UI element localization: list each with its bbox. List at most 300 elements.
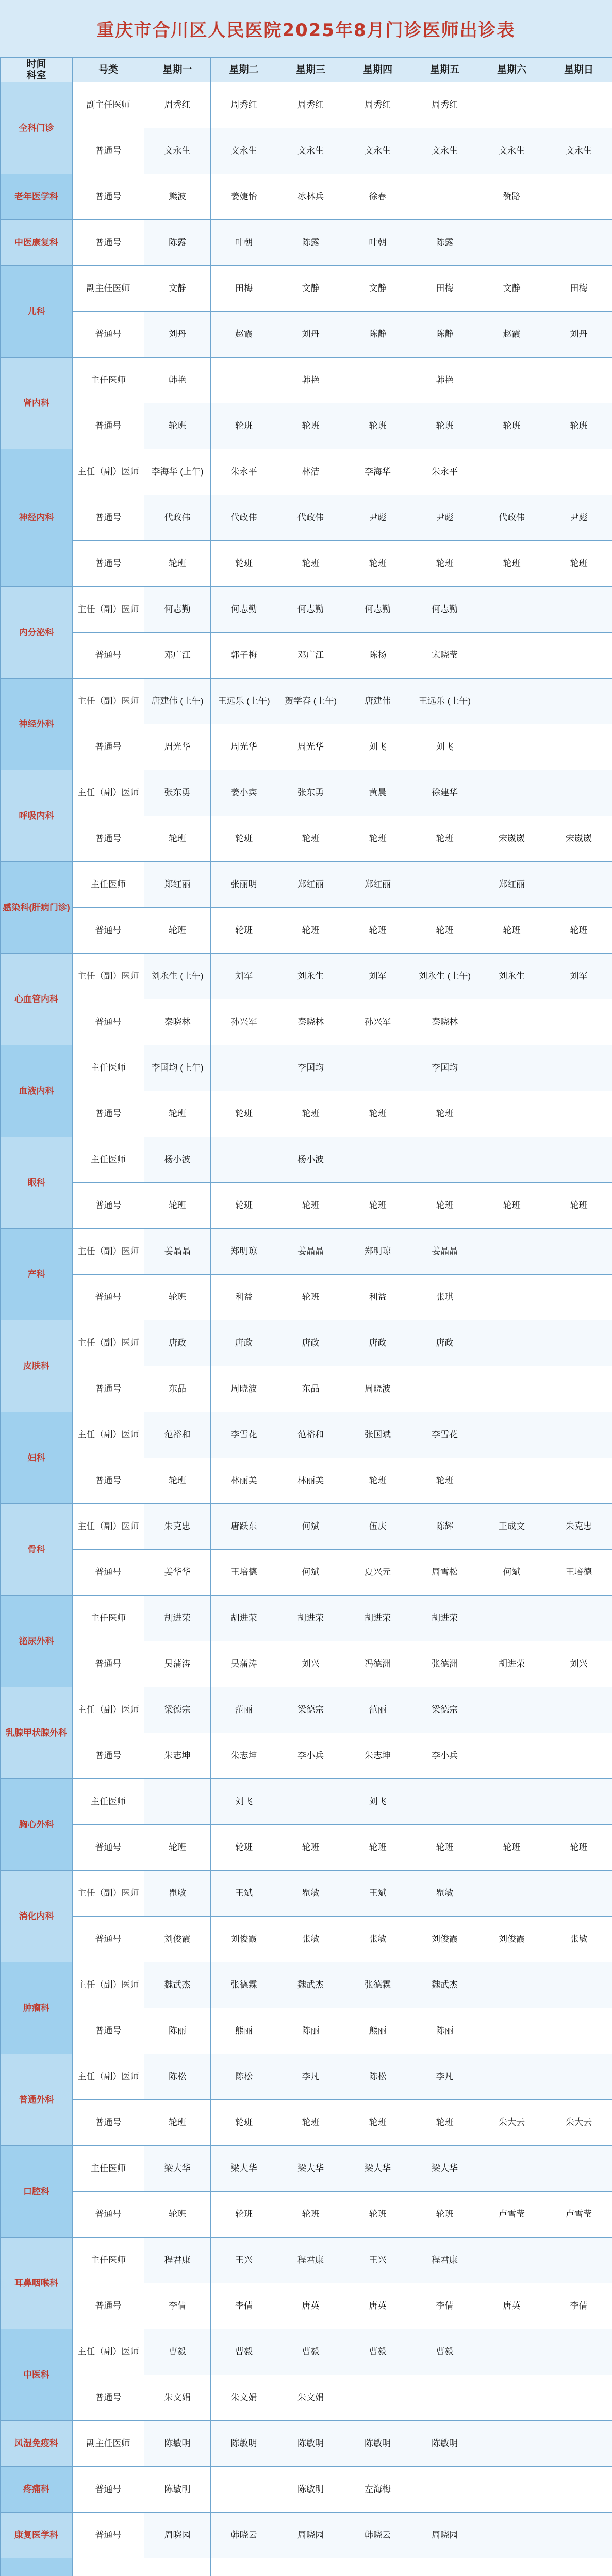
schedule-row: [1, 1183, 612, 1229]
schedule-row: [1, 1275, 612, 1320]
department-name: 胸心外科: [1, 1779, 73, 1871]
schedule-body: [1, 82, 612, 2576]
header-day: 星期四: [344, 58, 411, 82]
doctor-title: 普通号: [73, 220, 144, 266]
schedule-cell: 轮班: [545, 908, 612, 954]
schedule-cell: 轮班: [344, 1458, 411, 1504]
schedule-row: [1, 1962, 612, 2008]
doctor-title: 普通号: [73, 999, 144, 1045]
schedule-cell: 何斌: [478, 1550, 545, 1596]
schedule-cell: 宋崴崴: [545, 816, 612, 862]
schedule-cell: 轮班: [411, 1458, 478, 1504]
doctor-title: 主任（副）医师: [73, 2054, 144, 2100]
schedule-cell: 曹毅: [144, 2329, 211, 2375]
schedule-cell: 冰林兵: [277, 174, 344, 220]
department-name: 感染科(肝病门诊): [1, 862, 73, 954]
schedule-cell: [478, 1687, 545, 1733]
schedule-row: [1, 1137, 612, 1183]
schedule-cell: 轮班: [478, 1825, 545, 1871]
schedule-cell: [478, 2375, 545, 2421]
schedule-cell: [478, 2238, 545, 2283]
schedule-cell: 韩艳: [277, 358, 344, 403]
schedule-cell: 陈丽: [411, 2008, 478, 2054]
schedule-cell: 文永生: [478, 128, 545, 174]
schedule-cell: [478, 220, 545, 266]
schedule-cell: [344, 2375, 411, 2421]
doctor-title: 普通号: [73, 633, 144, 679]
header-day: 星期五: [411, 58, 478, 82]
schedule-cell: 秦晓林: [144, 999, 211, 1045]
schedule-cell: 轮班: [277, 2192, 344, 2238]
schedule-cell: 姜晶晶: [411, 1229, 478, 1275]
header-corner-title: 号类: [73, 58, 144, 82]
schedule-cell: 徐春: [344, 174, 411, 220]
doctor-title: 主任（副）医师: [73, 2329, 144, 2375]
schedule-cell: 刘兴: [277, 1641, 344, 1687]
schedule-cell: 唐政: [411, 1320, 478, 1366]
schedule-row: [1, 2238, 612, 2283]
schedule-cell: 轮班: [144, 908, 211, 954]
schedule-row: [1, 1320, 612, 1366]
schedule-cell: 曹毅: [211, 2329, 277, 2375]
schedule-cell: 胡进荣: [478, 1641, 545, 1687]
schedule-cell: 轮班: [478, 541, 545, 587]
schedule-cell: 张国斌: [344, 1412, 411, 1458]
schedule-cell: 轮班: [144, 1825, 211, 1871]
schedule-cell: 范裕和: [144, 1412, 211, 1458]
schedule-cell: 陈敏明: [211, 2421, 277, 2467]
schedule-cell: [478, 1458, 545, 1504]
schedule-cell: 韩艳: [411, 358, 478, 403]
doctor-title: 普通号: [73, 2467, 144, 2513]
schedule-cell: 林洁: [277, 449, 344, 495]
schedule-row: [1, 2467, 612, 2513]
department-name: 风湿免疫科: [1, 2421, 73, 2467]
schedule-cell: 姜小宾: [211, 770, 277, 816]
schedule-cell: 李倩: [411, 2283, 478, 2329]
schedule-row: [1, 770, 612, 816]
schedule-cell: [478, 1779, 545, 1825]
department-name: 神经内科: [1, 449, 73, 587]
schedule-cell: [411, 2375, 478, 2421]
doctor-title: 主任（副）医师: [73, 1320, 144, 1366]
schedule-cell: 李小兵: [277, 1733, 344, 1779]
doctor-title: 普通号: [73, 1550, 144, 1596]
doctor-title: 普通号: [73, 1458, 144, 1504]
department-name: 口腔科: [1, 2146, 73, 2238]
schedule-cell: [545, 358, 612, 403]
schedule-cell: 周秀红: [211, 82, 277, 128]
doctor-title: 副主任医师: [73, 266, 144, 312]
schedule-cell: 张敏: [344, 1917, 411, 1962]
schedule-row: [1, 1366, 612, 1412]
schedule-cell: 文永生: [144, 128, 211, 174]
schedule-cell: 朱志坤: [144, 1733, 211, 1779]
doctor-title: 普通号: [73, 495, 144, 541]
schedule-cell: [545, 2146, 612, 2192]
schedule-cell: 胡进荣: [211, 1596, 277, 1641]
schedule-cell: [478, 358, 545, 403]
schedule-cell: [545, 220, 612, 266]
schedule-cell: [545, 1275, 612, 1320]
schedule-cell: 尹彪: [545, 495, 612, 541]
schedule-cell: 刘永生 (上午): [411, 954, 478, 999]
schedule-cell: 轮班: [344, 1825, 411, 1871]
schedule-cell: [545, 2008, 612, 2054]
schedule-cell: 轮班: [211, 1825, 277, 1871]
department-name: 儿科: [1, 266, 73, 358]
schedule-cell: 赵霞: [211, 312, 277, 358]
schedule-row: [1, 1229, 612, 1275]
schedule-cell: [545, 2421, 612, 2467]
schedule-cell: 周晓波: [344, 1366, 411, 1412]
department-name: 骨科: [1, 1504, 73, 1596]
schedule-cell: 瞿敏: [144, 1871, 211, 1917]
schedule-cell: 陈静: [344, 312, 411, 358]
schedule-cell: [211, 1045, 277, 1091]
schedule-cell: 刘丹: [277, 312, 344, 358]
schedule-cell: 刘俊霞: [478, 1917, 545, 1962]
schedule-cell: [478, 724, 545, 770]
schedule-cell: 周晓园: [411, 2513, 478, 2558]
schedule-cell: 轮班: [411, 816, 478, 862]
schedule-cell: 轮班: [545, 1825, 612, 1871]
schedule-cell: 梁大华: [344, 2146, 411, 2192]
schedule-cell: 轮班: [411, 1825, 478, 1871]
schedule-cell: 王斌: [211, 1871, 277, 1917]
schedule-cell: [277, 1779, 344, 1825]
schedule-cell: 宋崴崴: [478, 816, 545, 862]
schedule-cell: 张琪: [411, 1275, 478, 1320]
doctor-title: 主任医师: [73, 1596, 144, 1641]
doctor-title: 普通号: [73, 2283, 144, 2329]
doctor-title: 主任（副）医师: [73, 1412, 144, 1458]
schedule-cell: 轮班: [144, 816, 211, 862]
schedule-cell: 杨小波: [144, 1137, 211, 1183]
schedule-cell: 轮班: [277, 541, 344, 587]
schedule-cell: [478, 1412, 545, 1458]
schedule-cell: [411, 1779, 478, 1825]
doctor-title: 普通号: [73, 2513, 144, 2558]
schedule-cell: 轮班: [211, 403, 277, 449]
schedule-row: [1, 1687, 612, 1733]
schedule-row: [1, 1550, 612, 1596]
schedule-cell: 李国均: [277, 1045, 344, 1091]
schedule-cell: [478, 2513, 545, 2558]
schedule-cell: 朱文娟: [211, 2375, 277, 2421]
schedule-cell: 轮班: [545, 541, 612, 587]
schedule-cell: [545, 1412, 612, 1458]
schedule-cell: 何志勤: [277, 587, 344, 633]
department-name: 眼科: [1, 1137, 73, 1229]
schedule-cell: [211, 1137, 277, 1183]
schedule-cell: 轮班: [211, 816, 277, 862]
header-day: 星期二: [211, 58, 277, 82]
schedule-cell: 陈丽: [277, 2008, 344, 2054]
schedule-row: [1, 1825, 612, 1871]
schedule-cell: 曹毅: [344, 2329, 411, 2375]
schedule-cell: 陈敏明: [144, 2467, 211, 2513]
schedule-cell: 张丽明: [211, 862, 277, 908]
schedule-row: [1, 2329, 612, 2375]
schedule-cell: [545, 1091, 612, 1137]
schedule-cell: 刘永生: [478, 954, 545, 999]
schedule-cell: 周晓园: [144, 2513, 211, 2558]
schedule-cell: [344, 358, 411, 403]
schedule-cell: 胡进荣: [411, 1596, 478, 1641]
schedule-cell: 张德霖: [211, 1962, 277, 2008]
schedule-row: [1, 2192, 612, 2238]
schedule-cell: [545, 2467, 612, 2513]
schedule-cell: 周晓波: [211, 1366, 277, 1412]
schedule-cell: 郑红丽: [344, 862, 411, 908]
department-name: 全科门诊: [1, 82, 73, 174]
schedule-cell: 轮班: [144, 1183, 211, 1229]
schedule-cell: 郑红丽: [478, 862, 545, 908]
schedule-cell: 何志勤: [344, 587, 411, 633]
department-name: 耳鼻咽喉科: [1, 2238, 73, 2329]
schedule-row: [1, 1871, 612, 1917]
schedule-cell: 刘丹: [144, 312, 211, 358]
schedule-row: [1, 862, 612, 908]
schedule-cell: 叶朝: [211, 220, 277, 266]
schedule-cell: 王兴: [344, 2238, 411, 2283]
schedule-cell: 郑红丽: [144, 862, 211, 908]
schedule-cell: 刘永生 (上午): [144, 954, 211, 999]
schedule-cell: 轮班: [478, 1183, 545, 1229]
schedule-cell: 张敏: [545, 1917, 612, 1962]
schedule-cell: 伍庆: [344, 1504, 411, 1550]
schedule-cell: 熊丽: [211, 2008, 277, 2054]
schedule-cell: 魏武杰: [411, 1962, 478, 2008]
schedule-cell: 吴蒲涛: [211, 1641, 277, 1687]
schedule-row: [1, 999, 612, 1045]
schedule-cell: 邓广江: [144, 633, 211, 679]
header-row: [1, 58, 612, 82]
schedule-cell: 李海华 (上午): [144, 449, 211, 495]
schedule-cell: [144, 1779, 211, 1825]
schedule-cell: [478, 1962, 545, 2008]
schedule-cell: 尹彪: [411, 495, 478, 541]
schedule-cell: 李小兵: [411, 1733, 478, 1779]
schedule-cell: 曹毅: [411, 2329, 478, 2375]
schedule-cell: 范裕和: [277, 1412, 344, 1458]
schedule-cell: [545, 724, 612, 770]
schedule-cell: 轮班: [144, 1458, 211, 1504]
schedule-row: [1, 1045, 612, 1091]
schedule-row: [1, 358, 612, 403]
schedule-cell: 周光华: [211, 724, 277, 770]
schedule-cell: 梁德宗: [144, 1687, 211, 1733]
doctor-title: 普通号: [73, 1091, 144, 1137]
schedule-cell: 轮班: [344, 908, 411, 954]
schedule-cell: 朱克忠: [144, 1504, 211, 1550]
schedule-cell: 何斌: [277, 1550, 344, 1596]
schedule-cell: [344, 1137, 411, 1183]
schedule-cell: 轮班: [411, 1183, 478, 1229]
schedule-cell: 林丽美: [277, 1458, 344, 1504]
schedule-cell: 轮班: [211, 2100, 277, 2146]
doctor-title: 主任（副）医师: [73, 1871, 144, 1917]
header-day: 星期日: [545, 58, 612, 82]
doctor-title: 主任医师: [73, 2146, 144, 2192]
schedule-row: [1, 1458, 612, 1504]
schedule-cell: [545, 862, 612, 908]
doctor-title: 普通号: [73, 2008, 144, 2054]
schedule-cell: [478, 2558, 545, 2576]
doctor-title: 主任医师: [73, 1045, 144, 1091]
schedule-row: [1, 1504, 612, 1550]
schedule-cell: 王斌: [344, 1871, 411, 1917]
schedule-cell: [478, 587, 545, 633]
schedule-cell: [411, 1366, 478, 1412]
schedule-cell: 利益: [344, 1275, 411, 1320]
schedule-cell: 郑红丽: [277, 862, 344, 908]
schedule-cell: 轮班: [277, 2100, 344, 2146]
schedule-cell: 左海梅: [344, 2467, 411, 2513]
doctor-title: 普通号: [73, 2375, 144, 2421]
schedule-cell: 韩晓云: [211, 2513, 277, 2558]
schedule-cell: 陈敏明: [344, 2421, 411, 2467]
doctor-title: 副主任医师: [73, 82, 144, 128]
schedule-cell: 轮班: [411, 2192, 478, 2238]
schedule-cell: 陈露: [144, 220, 211, 266]
schedule-cell: [478, 633, 545, 679]
schedule-row: [1, 679, 612, 724]
schedule-cell: 文永生: [545, 128, 612, 174]
schedule-cell: [545, 1871, 612, 1917]
schedule-cell: 唐建伟: [344, 679, 411, 724]
schedule-cell: [211, 2558, 277, 2576]
doctor-title: 普通号: [73, 1641, 144, 1687]
doctor-title: 普通号: [73, 1825, 144, 1871]
schedule-cell: 刘飞: [344, 724, 411, 770]
schedule-cell: 林丽美: [211, 1458, 277, 1504]
schedule-cell: 王兴: [211, 2238, 277, 2283]
doctor-title: 普通号: [73, 128, 144, 174]
schedule-cell: 轮班: [411, 403, 478, 449]
schedule-cell: 轮班: [545, 403, 612, 449]
schedule-row: [1, 816, 612, 862]
schedule-cell: 梁大华: [277, 2146, 344, 2192]
schedule-cell: 孙兴军: [211, 999, 277, 1045]
schedule-cell: 王培德: [545, 1550, 612, 1596]
schedule-cell: 刘飞: [411, 724, 478, 770]
doctor-title: 普通号: [73, 1733, 144, 1779]
schedule-cell: [545, 2513, 612, 2558]
schedule-cell: 轮班: [277, 816, 344, 862]
schedule-cell: 轮班: [344, 816, 411, 862]
schedule-cell: 陈扬: [344, 633, 411, 679]
schedule-cell: [478, 2008, 545, 2054]
schedule-cell: [344, 1045, 411, 1091]
schedule-cell: [545, 1962, 612, 2008]
schedule-cell: 胡进荣: [277, 1596, 344, 1641]
schedule-row: [1, 220, 612, 266]
department-name: 产科: [1, 1229, 73, 1320]
doctor-title: 普通号: [73, 1917, 144, 1962]
schedule-cell: [411, 2467, 478, 2513]
schedule-cell: 李凡: [277, 2054, 344, 2100]
schedule-row: [1, 82, 612, 128]
schedule-cell: 梁德宗: [411, 1687, 478, 1733]
doctor-title: 普通号: [73, 312, 144, 358]
schedule-cell: 文永生: [277, 128, 344, 174]
schedule-cell: 程君康: [144, 2238, 211, 2283]
department-name: 心血管内科: [1, 954, 73, 1045]
schedule-cell: 范丽: [211, 1687, 277, 1733]
schedule-row: [1, 1412, 612, 1458]
schedule-cell: 尹彪: [344, 495, 411, 541]
schedule-cell: 轮班: [277, 1275, 344, 1320]
page-title: 重庆市合川区人民医院2025年8月门诊医师出诊表: [96, 20, 516, 41]
schedule-cell: [144, 2558, 211, 2576]
doctor-title: 主任（副）医师: [73, 770, 144, 816]
schedule-cell: 东品: [277, 1366, 344, 1412]
schedule-row: [1, 1091, 612, 1137]
schedule-row: [1, 2100, 612, 2146]
schedule-cell: 代政伟: [211, 495, 277, 541]
schedule-cell: 瞿敏: [277, 1871, 344, 1917]
department-name: 中医康复科: [1, 220, 73, 266]
schedule-cell: [211, 2467, 277, 2513]
schedule-cell: 黄晨: [344, 770, 411, 816]
department-name: 神经外科: [1, 679, 73, 770]
schedule-cell: 郭子梅: [211, 633, 277, 679]
schedule-cell: 轮班: [344, 403, 411, 449]
schedule-cell: [478, 1229, 545, 1275]
schedule-cell: 唐政: [211, 1320, 277, 1366]
schedule-row: [1, 312, 612, 358]
schedule-cell: 卢雪莹: [545, 2192, 612, 2238]
schedule-row: [1, 1641, 612, 1687]
schedule-cell: 周秀红: [344, 82, 411, 128]
schedule-row: [1, 1917, 612, 1962]
schedule-cell: 田梅: [211, 266, 277, 312]
schedule-cell: 轮班: [211, 541, 277, 587]
schedule-cell: [545, 679, 612, 724]
schedule-cell: [478, 2054, 545, 2100]
doctor-title: 主任医师: [73, 2238, 144, 2283]
schedule-row: [1, 2421, 612, 2467]
schedule-cell: 唐英: [277, 2283, 344, 2329]
schedule-cell: [478, 82, 545, 128]
schedule-cell: [545, 1229, 612, 1275]
department-name: 康复医学科: [1, 2513, 73, 2558]
schedule-cell: 轮班: [144, 2192, 211, 2238]
schedule-cell: 刘军: [211, 954, 277, 999]
schedule-cell: 刘飞: [344, 1779, 411, 1825]
schedule-cell: 何志勤: [211, 587, 277, 633]
schedule-cell: 轮班: [344, 1091, 411, 1137]
doctor-title: 普通号: [73, 908, 144, 954]
schedule-row: [1, 449, 612, 495]
schedule-cell: 轮班: [344, 1183, 411, 1229]
schedule-cell: 孙兴军: [344, 999, 411, 1045]
schedule-cell: 周秀红: [411, 82, 478, 128]
schedule-cell: [478, 2467, 545, 2513]
schedule-cell: 轮班: [211, 908, 277, 954]
doctor-title: 主任（副）医师: [73, 449, 144, 495]
schedule-cell: 王远乐 (上午): [411, 679, 478, 724]
doctor-title: 主任（副）医师: [73, 1687, 144, 1733]
schedule-cell: [478, 1275, 545, 1320]
schedule-cell: 赵霞: [478, 312, 545, 358]
schedule-cell: 何志勤: [411, 587, 478, 633]
schedule-row: [1, 2054, 612, 2100]
schedule-cell: 轮班: [411, 2100, 478, 2146]
schedule-cell: 轮班: [211, 2192, 277, 2238]
